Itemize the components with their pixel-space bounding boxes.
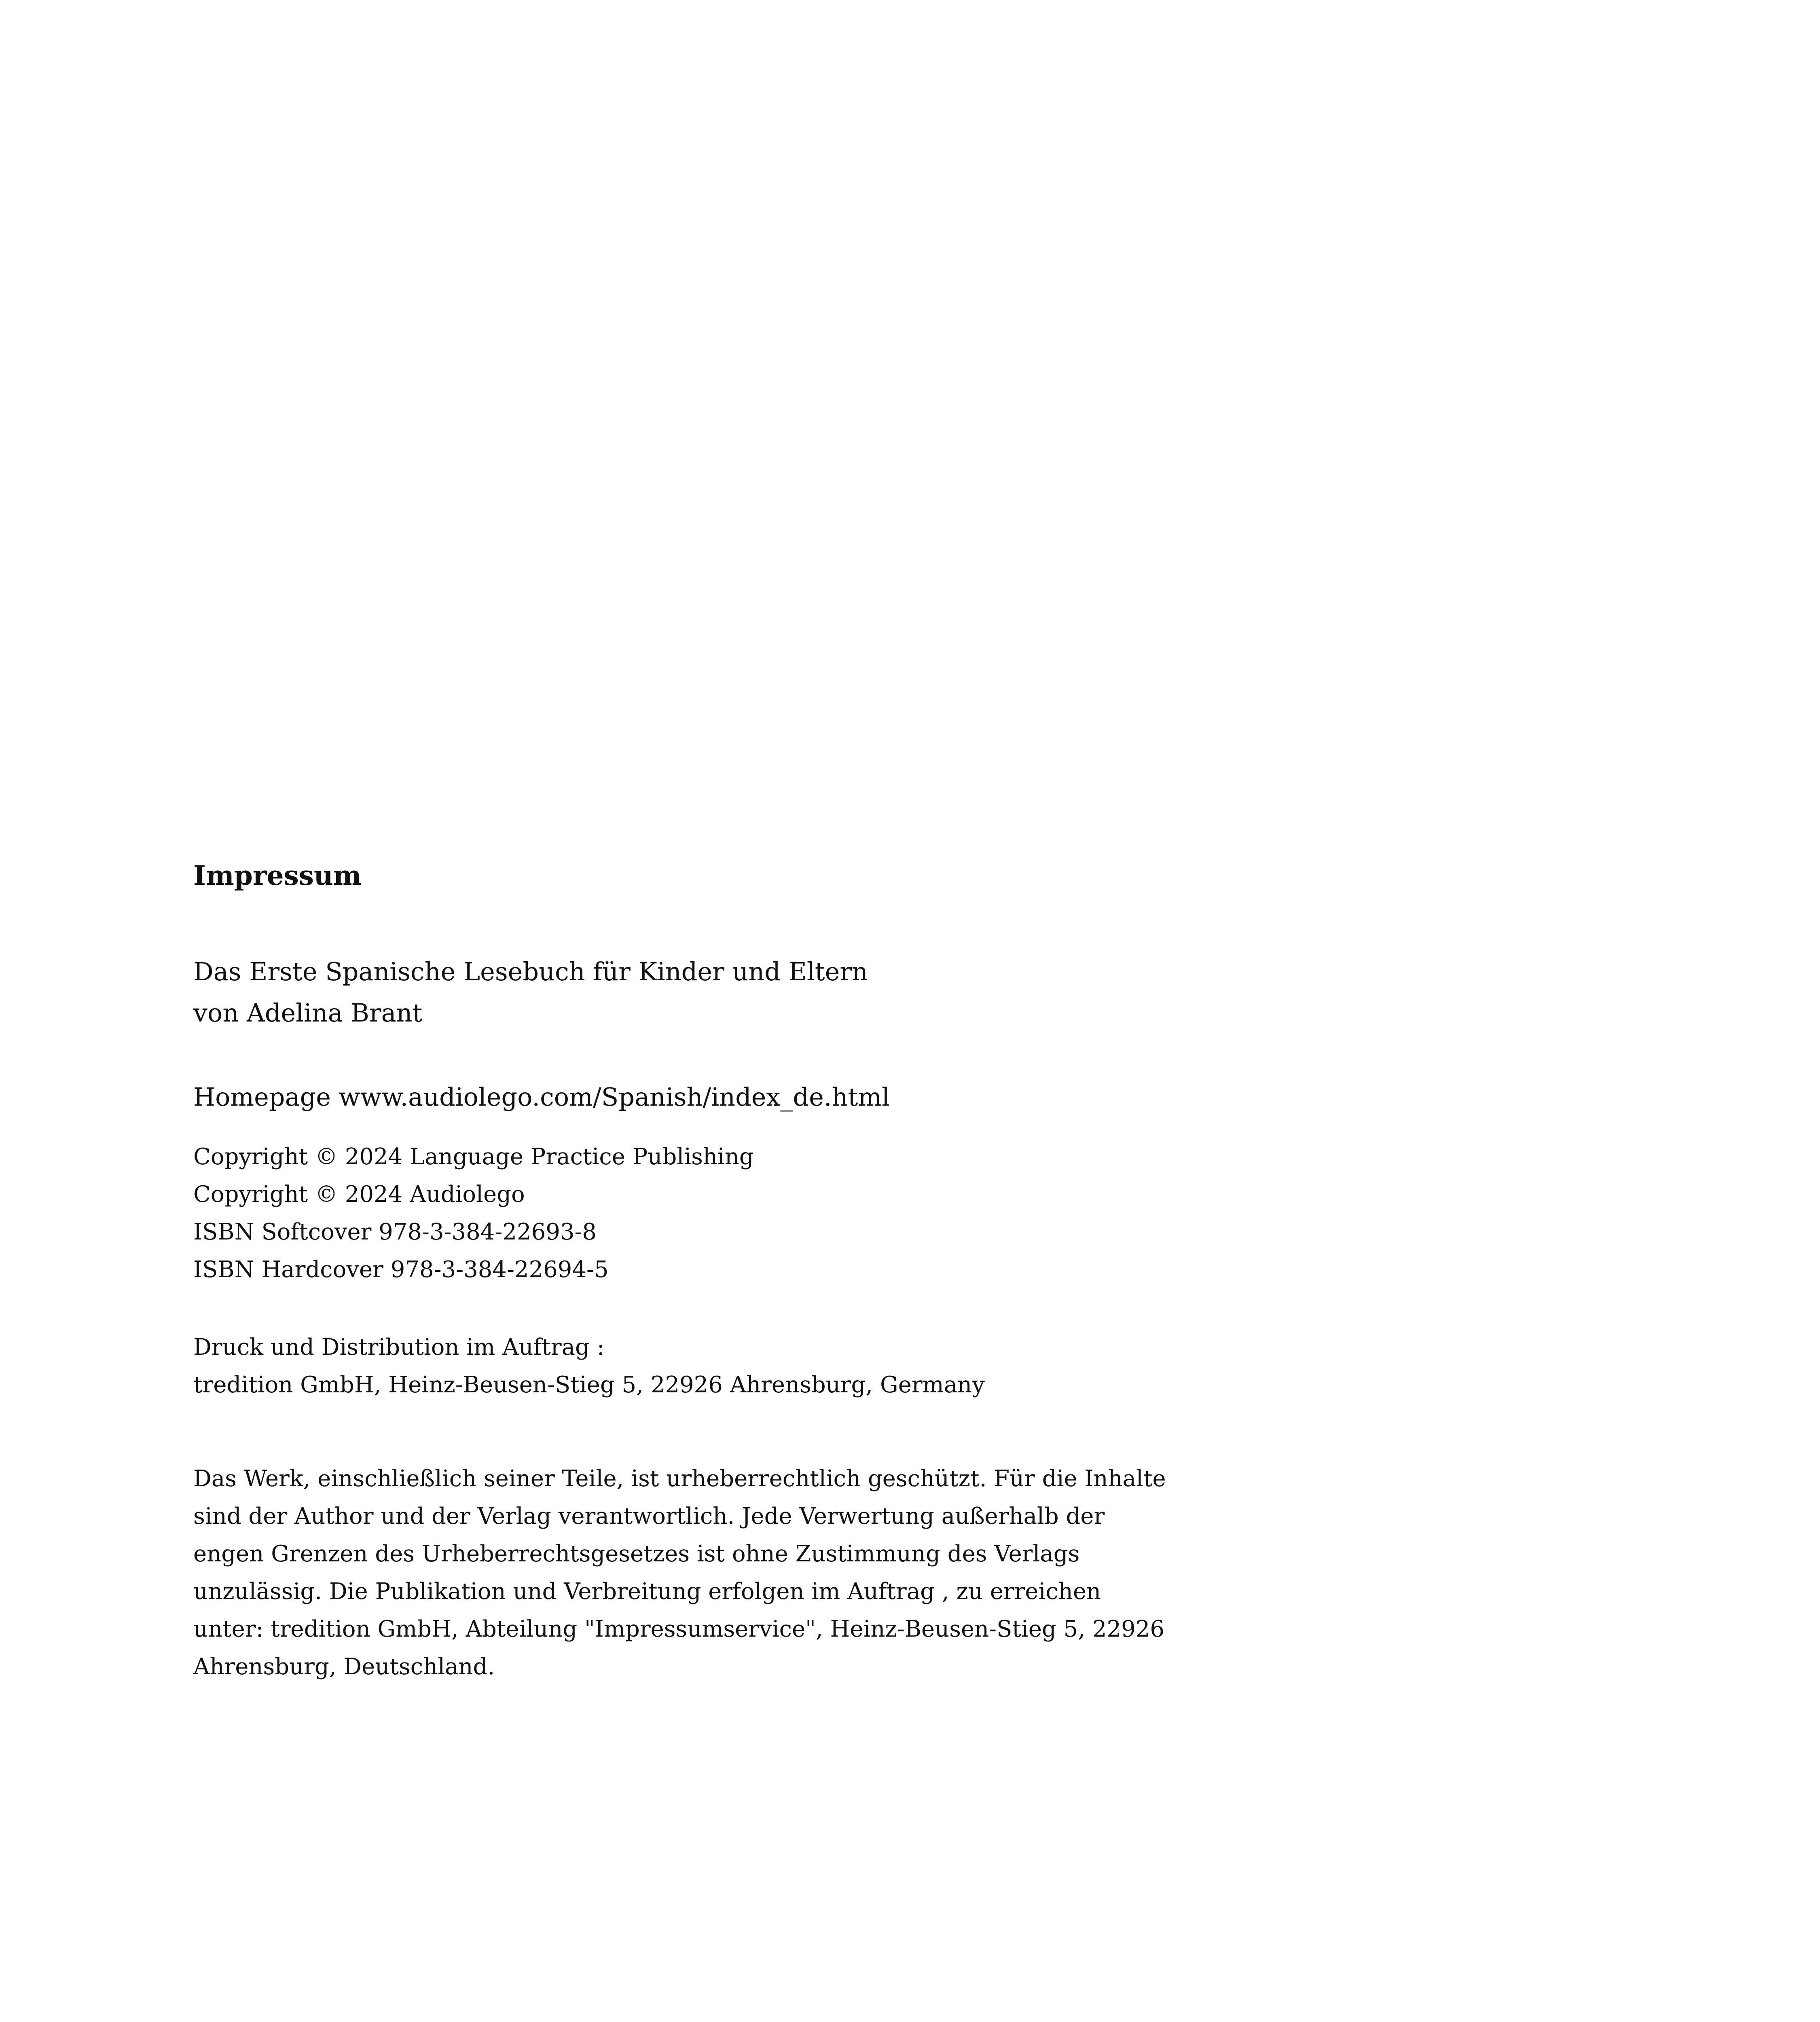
homepage-line [193, 1077, 1386, 1118]
legal-line: sind der Author und der Verlag verantwortlich. Jede Verwertung außerhalb der [193, 1503, 1105, 1529]
legal-line: Das Werk, einschließlich seiner Teile, ist urheberrechtlich geschützt. Für die Inhalte [193, 1466, 1166, 1492]
isbn-hardcover: ISBN Hardcover 978-3-384-22694-5 [193, 1256, 609, 1283]
distribution-address: tredition GmbH, Heinz-Beusen-Stieg 5, 22926 Ahrensburg, Germany [193, 1372, 985, 1398]
legal-notice [193, 1460, 1386, 1686]
book-info [193, 951, 1386, 1034]
homepage-text: Homepage www.audiolego.com/Spanish/index_de.html [193, 1082, 890, 1112]
legal-line: unter: tredition GmbH, Abteilung "Impressumservice", Heinz-Beusen-Stieg 5, 22926 [193, 1616, 1165, 1642]
copyright-section [193, 1138, 1386, 1288]
legal-line: unzulässig. Die Publikation und Verbreitung erfolgen im Auftrag , zu erreichen [193, 1578, 1101, 1605]
book-title: Das Erste Spanische Lesebuch für Kinder und Eltern [193, 957, 868, 986]
copyright-line: Copyright © 2024 Audiolego [193, 1181, 525, 1208]
copyright-line: Copyright © 2024 Language Practice Publishing [193, 1144, 754, 1170]
book-author: von Adelina Brant [193, 998, 423, 1028]
distribution-line: Druck und Distribution im Auftrag : [193, 1334, 605, 1360]
legal-line: Ahrensburg, Deutschland. [193, 1654, 495, 1680]
legal-line: engen Grenzen des Urheberrechtsgesetzes ist ohne Zustimmung des Verlags [193, 1541, 1080, 1567]
isbn-softcover: ISBN Softcover 978-3-384-22693-8 [193, 1219, 597, 1245]
impressum-heading: Impressum [193, 860, 362, 891]
distribution-section [193, 1328, 1386, 1404]
